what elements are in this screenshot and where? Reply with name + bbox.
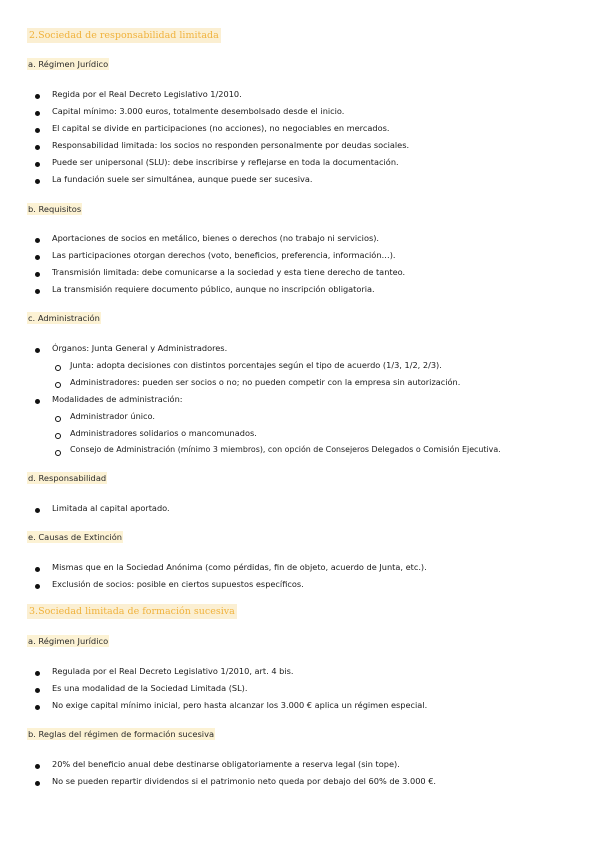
section-2e-title: e. Causas de Extinción (28, 532, 123, 542)
list-item: La fundación suele ser simultánea, aunque puede ser sucesiva. (52, 174, 313, 184)
list-item: Órganos: Junta General y Administradores. (52, 343, 228, 353)
bullet-icon (35, 255, 40, 260)
list-item: Puede ser unipersonal (SLU): debe inscribirse y reflejarse en toda la documentación. (52, 157, 399, 167)
bullet-icon (35, 289, 40, 294)
list-item: Mismas que en la Sociedad Anónima (como pérdidas, fin de objeto, acuerdo de Junta, etc.). (52, 562, 427, 572)
bullet-icon (35, 764, 40, 769)
list-item: Exclusión de socios: posible en ciertos supuestos específicos. (52, 579, 304, 589)
bullet-icon (35, 705, 40, 710)
list-item: Regida por el Real Decreto Legislativo 1/2010. (52, 89, 242, 99)
bullet-icon (35, 162, 40, 167)
list-item: Limitada al capital aportado. (52, 503, 170, 513)
list-item: 20% del beneficio anual debe destinarse obligatoriamente a reserva legal (sin tope). (52, 759, 400, 769)
section-3-title: 3.Sociedad limitada de formación sucesiva (29, 606, 235, 617)
list-item: No se pueden repartir dividendos si el patrimonio neto queda por debajo del 60% de 3.000 €. (52, 776, 437, 786)
list-item: El capital se divide en participaciones (no acciones), no negociables en mercados. (52, 123, 390, 133)
list-item: Regulada por el Real Decreto Legislativo 1/2010, art. 4 bis. (52, 666, 294, 676)
sub-bullet-icon (55, 416, 61, 422)
list-item: Modalidades de administración: (52, 394, 183, 404)
sub-bullet-icon (55, 382, 61, 388)
bullet-icon (35, 348, 40, 353)
section-2a-title: a. Régimen Jurídico (28, 59, 109, 69)
section-2b-title: b. Requisitos (28, 204, 82, 214)
list-item: Responsabilidad limitada: los socios no responden personalmente por deudas sociales. (52, 140, 410, 150)
sub-list-item: Administradores: pueden ser socios o no; no pueden competir con la empresa sin autorización. (70, 377, 461, 387)
bullet-icon (35, 688, 40, 693)
section-3a-title: a. Régimen Jurídico (28, 636, 109, 646)
list-item: Capital mínimo: 3.000 euros, totalmente desembolsado desde el inicio. (52, 106, 345, 116)
section-2d-title: d. Responsabilidad (28, 473, 107, 483)
bullet-icon (35, 128, 40, 133)
list-item: No exige capital mínimo inicial, pero hasta alcanzar los 3.000 € aplica un régimen especial. (52, 700, 428, 710)
section-2c-title: c. Administración (28, 313, 100, 323)
bullet-icon (35, 399, 40, 404)
list-item: Transmisión limitada: debe comunicarse a la sociedad y esta tiene derecho de tanteo. (52, 267, 406, 277)
list-item: Aportaciones de socios en metálico, bienes o derechos (no trabajo ni servicios). (52, 233, 380, 243)
bullet-icon (35, 145, 40, 150)
bullet-icon (35, 111, 40, 116)
bullet-icon (35, 179, 40, 184)
sub-list-item: Junta: adopta decisiones con distintos porcentajes según el tipo de acuerdo (1/3, 1/2, 2/3). (70, 360, 442, 370)
section-3b-title: b. Reglas del régimen de formación sucesiva (28, 729, 215, 739)
sub-list-item: Administrador único. (70, 411, 156, 421)
sub-list-item: Consejo de Administración (mínimo 3 miembros), con opción de Consejeros Delegados o Comisión Ejecutiva. (70, 445, 501, 454)
list-item: La transmisión requiere documento público, aunque no inscripción obligatoria. (52, 284, 375, 294)
sub-bullet-icon (55, 365, 61, 371)
sub-list-item: Administradores solidarios o mancomunados. (70, 428, 257, 438)
bullet-icon (35, 238, 40, 243)
list-item: Es una modalidad de la Sociedad Limitada (SL). (52, 683, 248, 693)
bullet-icon (35, 584, 40, 589)
bullet-icon (35, 94, 40, 99)
sub-bullet-icon (55, 433, 61, 439)
bullet-icon (35, 781, 40, 786)
bullet-icon (35, 671, 40, 676)
list-item: Las participaciones otorgan derechos (voto, beneficios, preferencia, información…). (52, 250, 396, 260)
sub-bullet-icon (55, 450, 61, 456)
section-2-title: 2.Sociedad de responsabilidad limitada (29, 30, 219, 41)
bullet-icon (35, 272, 40, 277)
bullet-icon (35, 567, 40, 572)
bullet-icon (35, 508, 40, 513)
